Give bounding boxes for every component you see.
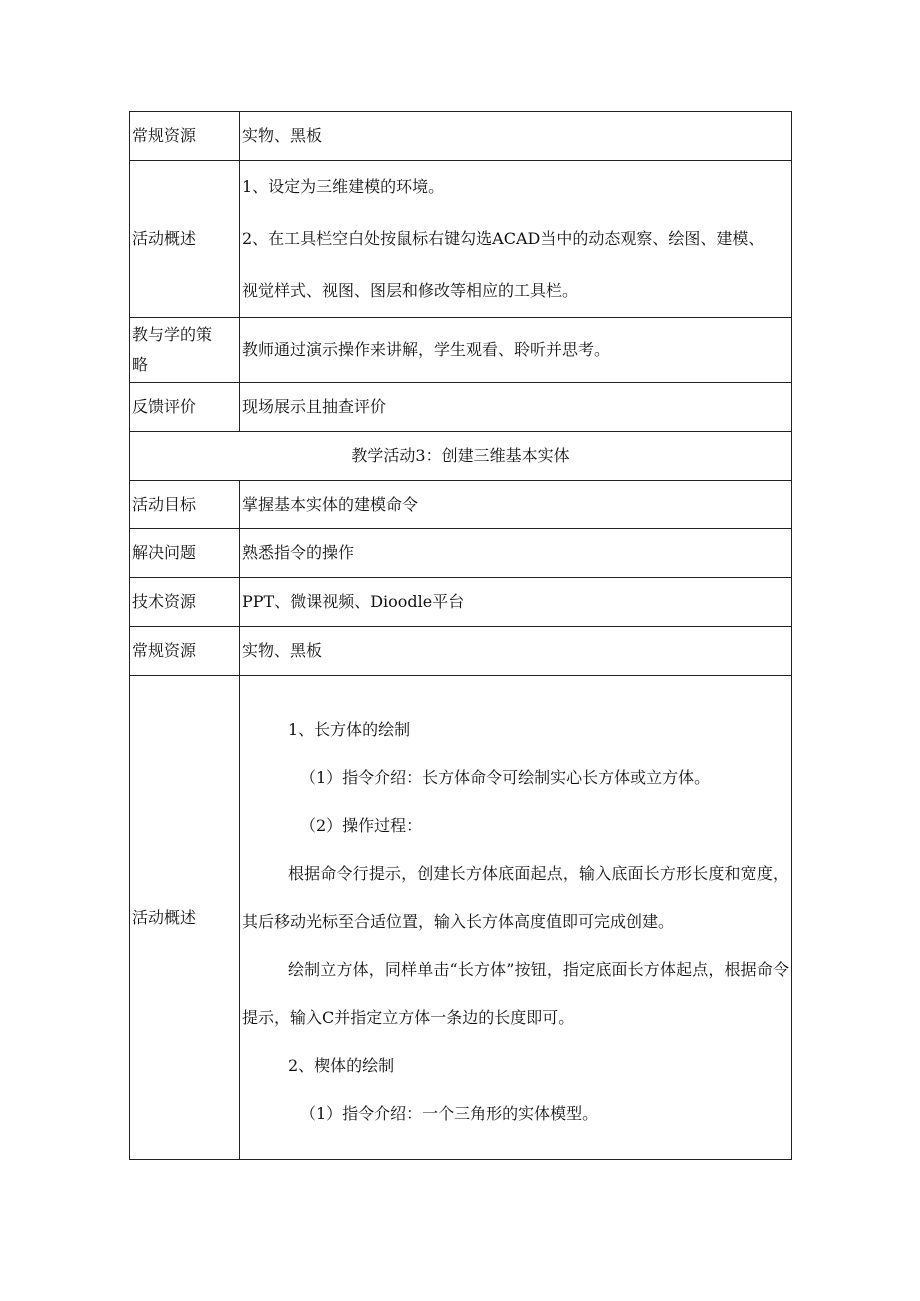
row-feedback <box>130 383 792 432</box>
row-activity-overview-1 <box>130 161 792 318</box>
strategy-label-line-2: 略 <box>132 355 149 374</box>
label-problem-solving: 解决问题 <box>130 529 240 578</box>
wedge-intro: （1）指令介绍：一个三角形的实体模型。 <box>300 1104 599 1123</box>
label-regular-resources-2: 常规资源 <box>130 627 240 676</box>
label-teaching-strategy <box>130 318 240 383</box>
wedge-title: 2、楔体的绘制 <box>288 1056 395 1075</box>
value-activity-overview-2 <box>240 676 792 1160</box>
value-feedback: 现场展示且抽查评价 <box>240 383 792 432</box>
overview-line-3: 视觉样式、视图、图层和修改等相应的工具栏。 <box>242 281 579 300</box>
row-teaching-strategy <box>130 318 792 383</box>
lesson-plan-table <box>129 111 792 1160</box>
value-activity-overview <box>240 161 792 318</box>
value-teaching-strategy: 教师通过演示操作来讲解，学生观看、聆听并思考。 <box>240 318 792 383</box>
row-activity-overview-2 <box>130 676 792 1160</box>
value-regular-resources-2: 实物、黑板 <box>240 627 792 676</box>
value-tech-resources: PPT、微课视频、Dioodle平台 <box>240 578 792 627</box>
row-problem-solving <box>130 529 792 578</box>
row-tech-resources <box>130 578 792 627</box>
cuboid-procedure-paragraph-1: 根据命令行提示，创建长方体底面起点，输入底面长方形长度和宽度，其后移动光标至合适位置，输入长方体高度值即可完成创建。 <box>242 864 789 931</box>
row-regular-resources-1 <box>130 112 792 161</box>
section-title: 教学活动3：创建三维基本实体 <box>130 432 792 481</box>
value-problem-solving: 熟悉指令的操作 <box>240 529 792 578</box>
overview-line-1: 1、设定为三维建模的环境。 <box>242 177 445 196</box>
label-activity-overview-2: 活动概述 <box>130 676 240 1160</box>
cuboid-title: 1、长方体的绘制 <box>288 720 411 739</box>
label-regular-resources: 常规资源 <box>130 112 240 161</box>
cuboid-intro: （1）指令介绍：长方体命令可绘制实心长方体或立方体。 <box>300 768 711 787</box>
row-section-title <box>130 432 792 481</box>
value-activity-goal: 掌握基本实体的建模命令 <box>240 481 792 529</box>
row-activity-goal <box>130 481 792 529</box>
overview-line-2: 2、在工具栏空白处按鼠标右键勾选ACAD当中的动态观察、绘图、建模、 <box>242 229 765 248</box>
cuboid-procedure-title: （2）操作过程： <box>300 816 423 835</box>
label-activity-overview: 活动概述 <box>130 161 240 318</box>
strategy-label-line-1: 教与学的策 <box>132 325 213 344</box>
label-activity-goal: 活动目标 <box>130 481 240 529</box>
row-regular-resources-2 <box>130 627 792 676</box>
label-feedback: 反馈评价 <box>130 383 240 432</box>
value-regular-resources: 实物、黑板 <box>240 112 792 161</box>
cuboid-procedure-paragraph-2: 绘制立方体，同样单击“长方体”按钮，指定底面长方体起点，根据命令提示，输入C并指定立方体一条边的长度即可。 <box>242 960 789 1027</box>
label-tech-resources: 技术资源 <box>130 578 240 627</box>
